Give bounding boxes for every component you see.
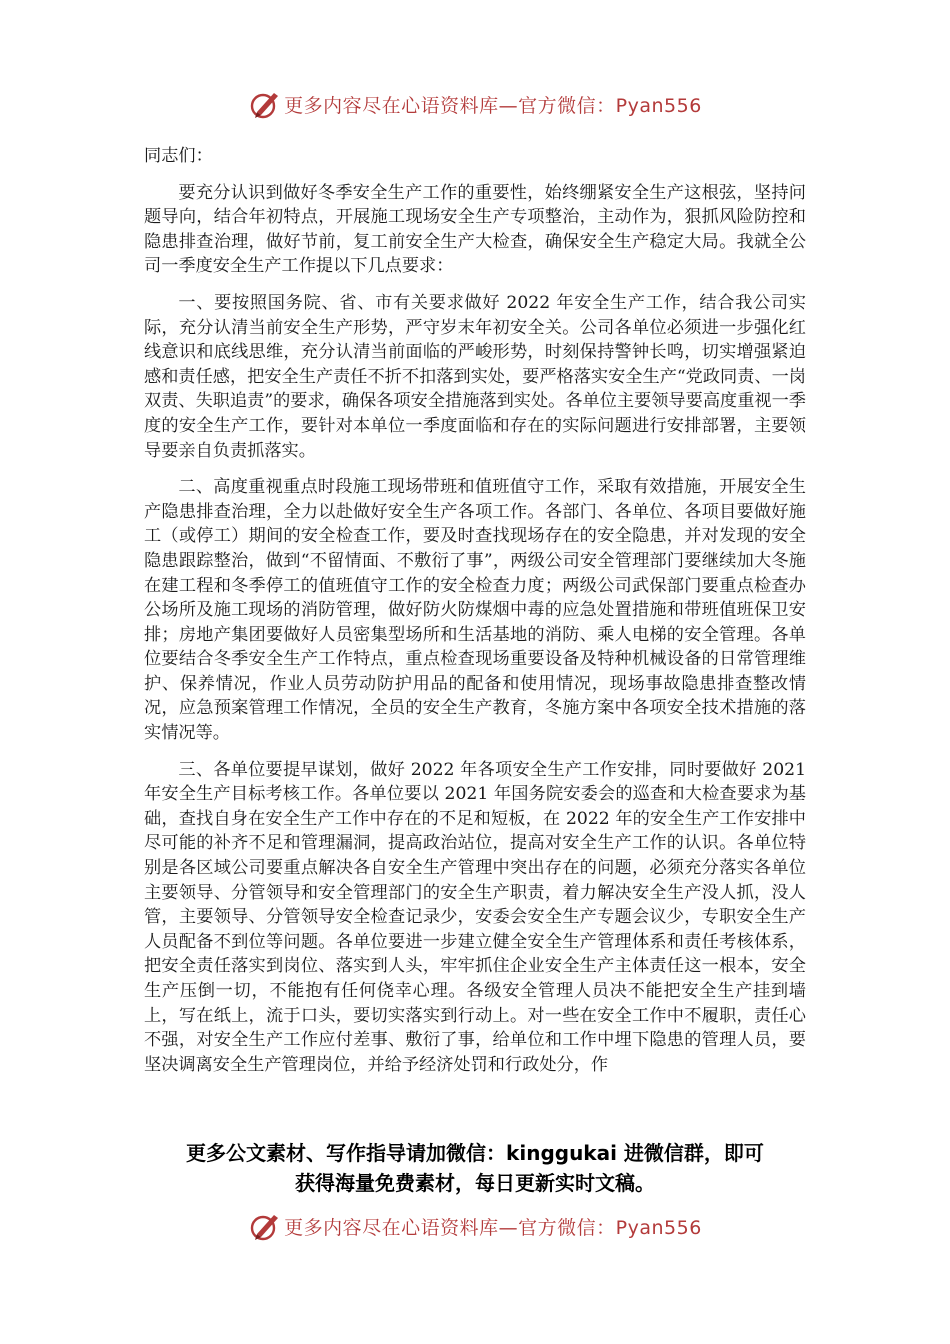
footer-watermark-banner: [0, 1206, 950, 1246]
document-body: [144, 144, 806, 1077]
promo-notice-line-2: 获得海量免费素材，每日更新实时文稿。: [295, 1171, 655, 1195]
salutation: 同志们：: [144, 146, 213, 166]
promo-notice: [0, 1138, 950, 1198]
banner-text: 更多内容尽在心语资料库—官方微信：Pyan556: [284, 94, 702, 117]
promo-notice-line-1: 更多公文素材、写作指导请加微信：kinggukai 进微信群，即可: [186, 1141, 764, 1165]
paragraph-one: 一、要按照国务院、省、市有关要求做好 2022 年安全生产工作，结合我公司实际，充分认清当前安全生产形势，严守岁末年初安全关。公司各单位必须进一步强化红线意识和底线思维，充分认清当前面临的严峻形势，时刻保持警钟长鸣，切实增强紧迫感和责任感，把安全生产责任不折不扣落到实处，要严格落实安全生产“党政同责、一岗双责、失职追责”的要求，确保各项安全措施落到实处。各单位主要领导要高度重视一季度的安全生产工作，要针对本单位一季度面临和存在的实际问题进行安排部署，主要领导要亲自负责抓落实。: [144, 292, 806, 461]
paragraph-two: 二、高度重视重点时段施工现场带班和值班值守工作，采取有效措施，开展安全生产隐患排查治理，全力以赴做好安全生产各项工作。各部门、各单位、各项目要做好施工（或停工）期间的安全检查工作，要及时查找现场存在的安全隐患，并对发现的安全隐患跟踪整治，做到“不留情面、不敷衍了事”，两级公司安全管理部门要继续加大冬施在建工程和冬季停工的值班值守工作的安全检查力度；两级公司武保部门要重点检查办公场所及施工现场的消防管理，做好防火防煤烟中毒的应急处置措施和带班值班保卫安排；房地产集团要做好人员密集型场所和生活基地的消防、乘人电梯的安全管理。各单位要结合冬季安全生产工作特点，重点检查现场重要设备及特种机械设备的日常管理维护、保养情况，作业人员劳动防护用品的配备和使用情况，现场事故隐患排查整改情况，应急预案管理工作情况，全员的安全生产教育，冬施方案中各项安全技术措施的落实情况等。: [144, 477, 806, 744]
paragraph-intro: 要充分认识到做好冬季安全生产工作的重要性，始终绷紧安全生产这根弦，坚持问题导向，结合年初特点，开展施工现场安全生产专项整治，主动作为，狠抓风险防控和隐患排查治理，做好节前，复工前安全生产大检查，确保安全生产稳定大局。我就全公司一季度安全生产工作提以下几点要求：: [144, 182, 806, 277]
banner-text: 更多内容尽在心语资料库—官方微信：Pyan556: [284, 1216, 702, 1239]
pen-logo-icon: [248, 1209, 282, 1243]
paragraph-three: 三、各单位要提早谋划，做好 2022 年各项安全生产工作安排，同时要做好 2021 年安全生产目标考核工作。各单位要以 2021 年国务院安委会的巡查和大检查要求为基础，查找自身在安全生产工作中存在的不足和短板，在 2022 年的安全生产工作安排中尽可能的补齐不足和管理漏洞，提高政治站位，提高对安全生产工作的认识。各单位特别是各区域公司要重点解决各自安全生产管理中突出存在的问题，必须充分落实各单位主要领导、分管领导和安全管理部门的安全生产职责，着力解决安全生产没人抓，没人管，主要领导、分管领导安全检查记录少，安委会安全生产专题会议少，专职安全生产人员配备不到位等问题。各单位要进一步建立健全安全生产管理体系和责任考核体系，把安全责任落实到岗位、落实到人头，牢牢抓住企业安全生产主体责任这一根本，安全生产压倒一切，不能抱有任何侥幸心理。各级安全管理人员决不能把安全生产挂到墙上，写在纸上，流于口头，要切实落实到行动上。对一些在安全工作中不履职，责任心不强，对安全生产工作应付差事、敷衍了事，给单位和工作中埋下隐患的管理人员，要坚决调离安全生产管理岗位，并给予经济处罚和行政处分，作: [144, 759, 806, 1075]
pen-logo-icon: [248, 87, 282, 121]
header-watermark-banner: [0, 84, 950, 124]
